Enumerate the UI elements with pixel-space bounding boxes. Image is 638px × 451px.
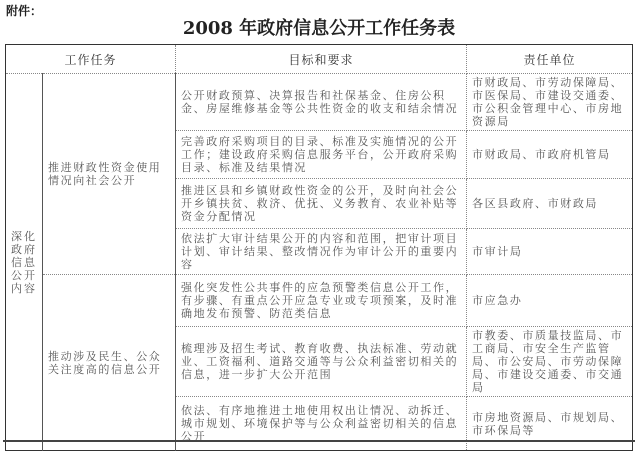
bottom-rule [3, 440, 635, 442]
table-row [6, 74, 633, 131]
task-table [5, 44, 633, 451]
goal-cell: 推进区县和乡镇财政性资金的公开，及时向社会公开乡镇扶贫、救济、优抚、义务教育、农业补贴等资金分配情况 [176, 179, 467, 229]
unit-cell: 市房地资源局、市规划局、市环保局等 [467, 397, 633, 451]
unit-cell: 市财政局、市劳动保障局、市医保局、市建设交通委、市公积金管理中心、市房地资源局 [467, 74, 633, 131]
header-task: 工作任务 [6, 45, 176, 74]
task-cell: 推进财政性资金使用情况向社会公开 [43, 74, 176, 275]
task-cell: 推动涉及民生、公众关注度高的信息公开 [43, 275, 176, 451]
goal-cell: 公开财政预算、决算报告和社保基金、住房公积金、房屋维修基金等公共性资金的收支和结余情况 [176, 74, 467, 131]
page-title: 2008 年政府信息公开工作任务表 [182, 18, 456, 39]
table-header-row [6, 45, 633, 74]
category-cell: 深化政府信息公开内容 [6, 74, 43, 451]
goal-cell: 依法、有序地推进土地使用权出让情况、动拆迁、城市规划、环境保护等与公众利益密切相关的信息公开 [176, 397, 467, 451]
header-goal: 目标和要求 [176, 45, 467, 74]
attachment-label: 附件： [6, 4, 43, 18]
goal-cell: 依法扩大审计结果公开的内容和范围，把审计项目计划、审计结果、整改情况作为审计公开的重要内容 [176, 229, 467, 275]
unit-cell: 市应急办 [467, 275, 633, 327]
goal-cell: 强化突发性公共事件的应急预警类信息公开工作，有步骤、有重点公开应急专业或专项预案，及时准确地发布预警、防范类信息 [176, 275, 467, 327]
unit-cell: 市审计局 [467, 229, 633, 275]
header-unit: 责任单位 [467, 45, 633, 74]
goal-cell: 完善政府采购项目的目录、标准及实施情况的公开工作；建设政府采购信息服务平台，公开政府采购目录、标准及结果情况 [176, 131, 467, 179]
unit-cell: 各区县政府、市财政局 [467, 179, 633, 229]
goal-cell: 梳理涉及招生考试、教育收费、执法标准、劳动就业、工资福利、道路交通等与公众利益密切相关的信息，进一步扩大公开范围 [176, 327, 467, 397]
unit-cell: 市财政局、市政府机管局 [467, 131, 633, 179]
unit-cell: 市教委、市质量技监局、市工商局、市安全生产监管局、市公安局、市劳动保障局、市建设交通委、市交通局 [467, 327, 633, 397]
table-row [6, 275, 633, 327]
